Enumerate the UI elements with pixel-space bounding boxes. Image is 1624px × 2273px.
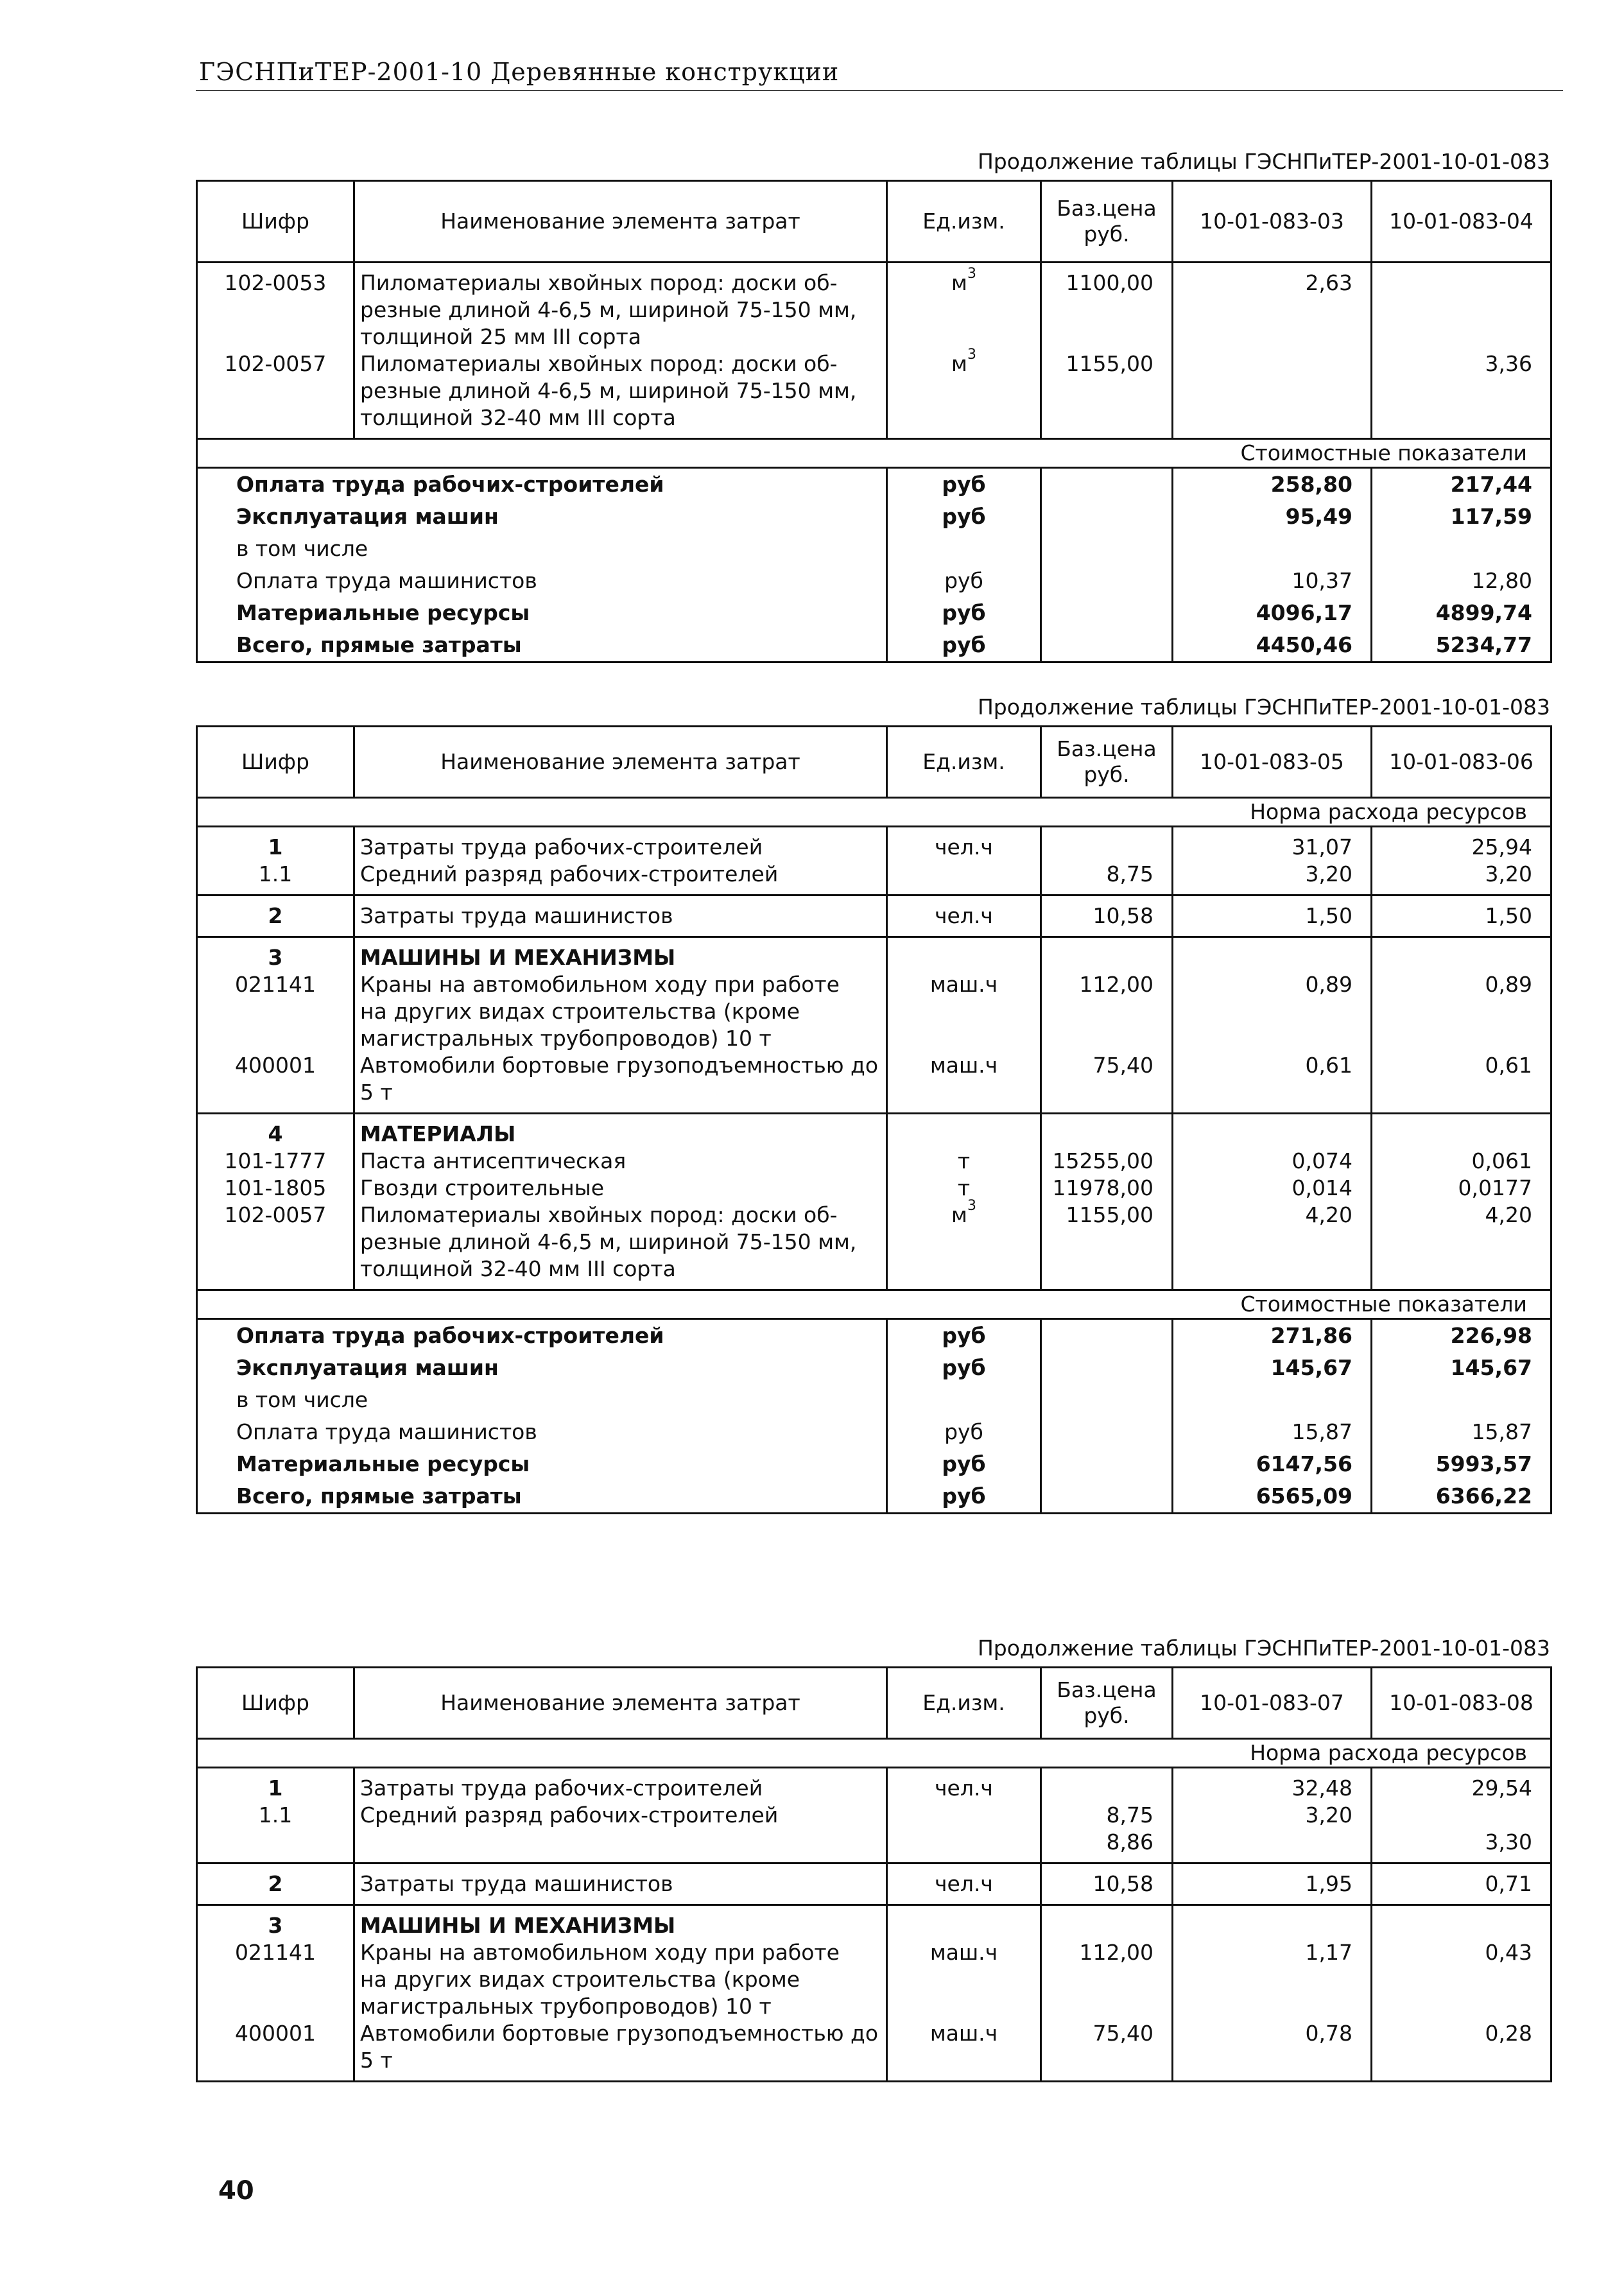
col-header-price: Баз.цена руб.	[1041, 727, 1173, 798]
section-caption-row	[197, 1739, 1551, 1768]
summary-label: в том числе	[197, 1384, 887, 1416]
summary-empty-cell	[1041, 1416, 1173, 1448]
summary-empty-cell	[1041, 565, 1173, 597]
summary-value-1: 258,80	[1173, 468, 1372, 501]
unit-text: маш.ч	[929, 2021, 998, 2046]
summary-label: Материальные ресурсы	[197, 1448, 887, 1480]
summary-value-2: 15,87	[1372, 1416, 1551, 1448]
row-code: 1.1	[197, 1802, 354, 1829]
summary-unit: руб	[887, 1480, 1041, 1514]
summary-empty-cell	[1041, 501, 1173, 533]
row-base-price	[1041, 1905, 1173, 1940]
table-row	[197, 1802, 1551, 1829]
summary-label: в том числе	[197, 533, 887, 565]
unit-text: м	[951, 1202, 967, 1227]
row-name: Краны на автомобильном ходу при работе на других видах строительства (кроме магистральных трубопроводов) 10 т	[354, 971, 887, 1052]
section-caption: Норма расхода ресурсов	[197, 1739, 1551, 1768]
table-row	[197, 971, 1551, 1052]
row-value-2	[1372, 1114, 1551, 1148]
row-value-1: 0,074	[1173, 1148, 1372, 1175]
row-base-price: 75,40	[1041, 1052, 1173, 1114]
row-value-1: 0,89	[1173, 971, 1372, 1052]
table-row	[197, 1148, 1551, 1175]
summary-row	[197, 1448, 1551, 1480]
unit-text: т	[957, 1175, 971, 1200]
row-value-2: 1,50	[1372, 895, 1551, 937]
table-row	[197, 827, 1551, 861]
row-name: Автомобили бортовые грузоподъемностью до 5 т	[354, 1052, 887, 1114]
row-name: Краны на автомобильном ходу при работе на других видах строительства (кроме магистральных трубопроводов) 10 т	[354, 1939, 887, 2020]
row-value-2: 3,30	[1372, 1829, 1551, 1863]
row-base-price: 15255,00	[1041, 1148, 1173, 1175]
row-value-1	[1173, 1114, 1372, 1148]
summary-unit	[887, 533, 1041, 565]
row-value-2	[1372, 1905, 1551, 1940]
summary-unit: руб	[887, 1352, 1041, 1384]
row-code: 101-1805	[197, 1175, 354, 1202]
table-row	[197, 1863, 1551, 1905]
summary-empty-cell	[1041, 1480, 1173, 1514]
page-number: 40	[218, 2176, 254, 2206]
summary-unit: руб	[887, 501, 1041, 533]
row-value-2: 3,20	[1372, 861, 1551, 895]
row-unit	[887, 1052, 1041, 1114]
table-header-row	[197, 1668, 1551, 1739]
unit-text: маш.ч	[929, 1940, 998, 1965]
row-name: Паста антисептическая	[354, 1148, 887, 1175]
row-code: 3	[197, 937, 354, 972]
summary-value-1: 95,49	[1173, 501, 1372, 533]
row-base-price: 8,75	[1041, 1802, 1173, 1829]
col-header-unit: Ед.изм.	[887, 1668, 1041, 1739]
summary-value-1: 145,67	[1173, 1352, 1372, 1384]
row-value-1: 31,07	[1173, 827, 1372, 861]
summary-value-2: 4899,74	[1372, 597, 1551, 629]
summary-row	[197, 1384, 1551, 1416]
col-header-name: Наименование элемента затрат	[354, 181, 887, 263]
row-name: Затраты труда машинистов	[354, 1863, 887, 1905]
row-base-price: 75,40	[1041, 2020, 1173, 2082]
row-code	[197, 1829, 354, 1863]
row-base-price: 1100,00	[1041, 263, 1173, 351]
table-caption: Продолжение таблицы ГЭСНПиТЕР-2001-10-01-083	[977, 149, 1550, 174]
unit-text: чел.ч	[935, 903, 993, 928]
row-unit	[887, 263, 1041, 351]
summary-value-1: 271,86	[1173, 1319, 1372, 1353]
summary-value-1: 6147,56	[1173, 1448, 1372, 1480]
row-code: 021141	[197, 1939, 354, 2020]
summary-label: Оплата труда машинистов	[197, 1416, 887, 1448]
table-header-row	[197, 727, 1551, 798]
row-base-price	[1041, 937, 1173, 972]
header-rule	[196, 90, 1563, 91]
summary-unit: руб	[887, 565, 1041, 597]
summary-value-2: 6366,22	[1372, 1480, 1551, 1514]
col-header-code: Шифр	[197, 727, 354, 798]
cost-table	[196, 1666, 1552, 2082]
row-name: Гвозди строительные	[354, 1175, 887, 1202]
unit-text: т	[957, 1148, 971, 1173]
table-caption: Продолжение таблицы ГЭСНПиТЕР-2001-10-01-083	[977, 695, 1550, 720]
summary-value-2: 12,80	[1372, 565, 1551, 597]
summary-caption-row	[197, 439, 1551, 468]
unit-superscript: 3	[967, 347, 976, 363]
row-value-1: 0,014	[1173, 1175, 1372, 1202]
summary-value-1: 4096,17	[1173, 597, 1372, 629]
summary-label: Оплата труда рабочих-строителей	[197, 1319, 887, 1353]
row-value-2	[1372, 263, 1551, 351]
row-code: 400001	[197, 1052, 354, 1114]
row-base-price: 10,58	[1041, 895, 1173, 937]
row-unit	[887, 827, 1041, 861]
col-header-unit: Ед.изм.	[887, 181, 1041, 263]
col-header-value-1: 10-01-083-07	[1173, 1668, 1372, 1739]
summary-empty-cell	[1041, 1319, 1173, 1353]
summary-label: Всего, прямые затраты	[197, 1480, 887, 1514]
col-header-value-2: 10-01-083-04	[1372, 181, 1551, 263]
summary-empty-cell	[1041, 468, 1173, 501]
row-unit	[887, 1863, 1041, 1905]
row-base-price: 8,75	[1041, 861, 1173, 895]
table-row	[197, 937, 1551, 972]
row-code: 2	[197, 1863, 354, 1905]
table-row	[197, 1202, 1551, 1290]
summary-row	[197, 1319, 1551, 1353]
table-row	[197, 1829, 1551, 1863]
summary-unit: руб	[887, 468, 1041, 501]
table-row	[197, 1939, 1551, 2020]
summary-unit: руб	[887, 629, 1041, 662]
summary-unit	[887, 1384, 1041, 1416]
summary-value-1: 4450,46	[1173, 629, 1372, 662]
summary-value-1	[1173, 1384, 1372, 1416]
summary-row	[197, 501, 1551, 533]
row-name: Автомобили бортовые грузоподъемностью до 5 т	[354, 2020, 887, 2082]
row-value-1	[1173, 350, 1372, 439]
row-code: 2	[197, 895, 354, 937]
summary-row	[197, 597, 1551, 629]
row-value-1: 32,48	[1173, 1768, 1372, 1802]
col-header-value-2: 10-01-083-08	[1372, 1668, 1551, 1739]
summary-row	[197, 565, 1551, 597]
row-code: 400001	[197, 2020, 354, 2082]
row-value-1: 2,63	[1173, 263, 1372, 351]
row-unit	[887, 861, 1041, 895]
unit-text: м	[951, 270, 967, 295]
summary-label: Эксплуатация машин	[197, 501, 887, 533]
col-header-code: Шифр	[197, 181, 354, 263]
row-unit	[887, 1829, 1041, 1863]
table-row	[197, 263, 1551, 351]
row-value-2: 0,061	[1372, 1148, 1551, 1175]
row-value-1	[1173, 937, 1372, 972]
summary-row	[197, 468, 1551, 501]
summary-row	[197, 1352, 1551, 1384]
summary-empty-cell	[1041, 533, 1173, 565]
summary-label: Оплата труда машинистов	[197, 565, 887, 597]
row-unit	[887, 1175, 1041, 1202]
row-value-1: 0,78	[1173, 2020, 1372, 2082]
col-header-price: Баз.цена руб.	[1041, 181, 1173, 263]
row-value-2: 4,20	[1372, 1202, 1551, 1290]
summary-value-2: 226,98	[1372, 1319, 1551, 1353]
table-row	[197, 2020, 1551, 2082]
row-value-2: 0,0177	[1372, 1175, 1551, 1202]
summary-label: Эксплуатация машин	[197, 1352, 887, 1384]
summary-unit: руб	[887, 1448, 1041, 1480]
summary-value-2: 145,67	[1372, 1352, 1551, 1384]
summary-value-1	[1173, 533, 1372, 565]
unit-text: чел.ч	[935, 1776, 993, 1801]
row-code: 102-0057	[197, 1202, 354, 1290]
row-base-price	[1041, 1768, 1173, 1802]
unit-text: чел.ч	[935, 834, 993, 860]
summary-row	[197, 1416, 1551, 1448]
row-value-2: 25,94	[1372, 827, 1551, 861]
row-value-1: 4,20	[1173, 1202, 1372, 1290]
section-caption: Норма расхода ресурсов	[197, 798, 1551, 827]
row-unit	[887, 1939, 1041, 2020]
row-base-price: 11978,00	[1041, 1175, 1173, 1202]
row-name: Средний разряд рабочих-строителей	[354, 861, 887, 895]
section-caption-row	[197, 798, 1551, 827]
unit-text: м	[951, 351, 967, 376]
row-code: 1	[197, 827, 354, 861]
row-code: 4	[197, 1114, 354, 1148]
summary-row	[197, 629, 1551, 662]
row-unit	[887, 2020, 1041, 2082]
row-value-1: 1,50	[1173, 895, 1372, 937]
row-name	[354, 1829, 887, 1863]
table-row	[197, 350, 1551, 439]
table-row	[197, 1175, 1551, 1202]
row-base-price: 112,00	[1041, 971, 1173, 1052]
col-header-name: Наименование элемента затрат	[354, 727, 887, 798]
unit-text: чел.ч	[935, 1871, 993, 1896]
row-unit	[887, 1905, 1041, 1940]
summary-label: Всего, прямые затраты	[197, 629, 887, 662]
row-value-1: 1,95	[1173, 1863, 1372, 1905]
unit-superscript: 3	[967, 1198, 976, 1214]
summary-value-1: 6565,09	[1173, 1480, 1372, 1514]
row-value-2: 0,28	[1372, 2020, 1551, 2082]
row-code: 1.1	[197, 861, 354, 895]
col-header-code: Шифр	[197, 1668, 354, 1739]
col-header-value-2: 10-01-083-06	[1372, 727, 1551, 798]
row-value-1: 3,20	[1173, 861, 1372, 895]
summary-unit: руб	[887, 1319, 1041, 1353]
summary-value-2: 5234,77	[1372, 629, 1551, 662]
row-value-1	[1173, 1905, 1372, 1940]
row-name: Средний разряд рабочих-строителей	[354, 1802, 887, 1829]
row-value-2	[1372, 1802, 1551, 1829]
summary-value-2	[1372, 533, 1551, 565]
summary-value-2	[1372, 1384, 1551, 1416]
unit-superscript: 3	[967, 266, 976, 282]
summary-empty-cell	[1041, 629, 1173, 662]
row-unit	[887, 1802, 1041, 1829]
summary-value-2: 217,44	[1372, 468, 1551, 501]
summary-value-1: 15,87	[1173, 1416, 1372, 1448]
row-base-price: 1155,00	[1041, 350, 1173, 439]
col-header-unit: Ед.изм.	[887, 727, 1041, 798]
row-name: Затраты труда машинистов	[354, 895, 887, 937]
summary-caption: Стоимостные показатели	[197, 439, 1551, 468]
summary-value-2: 5993,57	[1372, 1448, 1551, 1480]
row-value-2: 0,89	[1372, 971, 1551, 1052]
summary-row	[197, 533, 1551, 565]
unit-text: маш.ч	[929, 972, 998, 997]
row-base-price	[1041, 1114, 1173, 1148]
table-row	[197, 1768, 1551, 1802]
col-header-price: Баз.цена руб.	[1041, 1668, 1173, 1739]
summary-empty-cell	[1041, 597, 1173, 629]
row-name: МАШИНЫ И МЕХАНИЗМЫ	[354, 1905, 887, 1940]
table-row	[197, 1114, 1551, 1148]
table-header-row	[197, 181, 1551, 263]
row-unit	[887, 937, 1041, 972]
row-name: МАШИНЫ И МЕХАНИЗМЫ	[354, 937, 887, 972]
table-row	[197, 861, 1551, 895]
page-header-title: ГЭСНПиТЕР-2001-10 Деревянные конструкции	[199, 58, 840, 86]
row-value-2: 3,36	[1372, 350, 1551, 439]
table-row	[197, 1052, 1551, 1114]
summary-row	[197, 1480, 1551, 1514]
row-name: Пиломатериалы хвойных пород: доски об- резные длиной 4-6,5 м, шириной 75-150 мм, толщиной 32-40 мм III сорта	[354, 350, 887, 439]
row-name: Пиломатериалы хвойных пород: доски об- резные длиной 4-6,5 м, шириной 75-150 мм, толщиной 32-40 мм III сорта	[354, 1202, 887, 1290]
table-caption: Продолжение таблицы ГЭСНПиТЕР-2001-10-01-083	[977, 1636, 1550, 1661]
row-name: МАТЕРИАЛЫ	[354, 1114, 887, 1148]
row-name: Пиломатериалы хвойных пород: доски об- резные длиной 4-6,5 м, шириной 75-150 мм, толщиной 25 мм III сорта	[354, 263, 887, 351]
row-unit	[887, 1148, 1041, 1175]
row-base-price: 10,58	[1041, 1863, 1173, 1905]
row-unit	[887, 895, 1041, 937]
table-row	[197, 1905, 1551, 1940]
row-value-2: 29,54	[1372, 1768, 1551, 1802]
summary-label: Материальные ресурсы	[197, 597, 887, 629]
summary-empty-cell	[1041, 1384, 1173, 1416]
row-unit	[887, 1114, 1041, 1148]
summary-unit: руб	[887, 1416, 1041, 1448]
row-unit	[887, 1768, 1041, 1802]
summary-caption: Стоимостные показатели	[197, 1290, 1551, 1319]
row-code: 021141	[197, 971, 354, 1052]
row-name: Затраты труда рабочих-строителей	[354, 1768, 887, 1802]
row-code: 101-1777	[197, 1148, 354, 1175]
row-unit	[887, 347, 1041, 439]
cost-table	[196, 725, 1552, 1514]
row-value-1: 0,61	[1173, 1052, 1372, 1114]
summary-value-2: 117,59	[1372, 501, 1551, 533]
summary-caption-row	[197, 1290, 1551, 1319]
row-name: Затраты труда рабочих-строителей	[354, 827, 887, 861]
row-value-2	[1372, 937, 1551, 972]
row-unit	[887, 971, 1041, 1052]
col-header-value-1: 10-01-083-05	[1173, 727, 1372, 798]
row-code: 3	[197, 1905, 354, 1940]
row-base-price: 8,86	[1041, 1829, 1173, 1863]
row-value-1: 1,17	[1173, 1939, 1372, 2020]
row-code: 1	[197, 1768, 354, 1802]
row-value-2: 0,71	[1372, 1863, 1551, 1905]
summary-empty-cell	[1041, 1352, 1173, 1384]
summary-unit: руб	[887, 597, 1041, 629]
unit-text: маш.ч	[929, 1053, 998, 1078]
row-value-2: 0,61	[1372, 1052, 1551, 1114]
row-code: 102-0057	[197, 350, 354, 439]
summary-value-1: 10,37	[1173, 565, 1372, 597]
row-code: 102-0053	[197, 263, 354, 351]
row-base-price: 112,00	[1041, 1939, 1173, 2020]
cost-table	[196, 180, 1552, 663]
summary-empty-cell	[1041, 1448, 1173, 1480]
col-header-name: Наименование элемента затрат	[354, 1668, 887, 1739]
summary-label: Оплата труда рабочих-строителей	[197, 468, 887, 501]
row-unit	[887, 1198, 1041, 1290]
row-value-1: 3,20	[1173, 1802, 1372, 1829]
row-base-price: 1155,00	[1041, 1202, 1173, 1290]
row-base-price	[1041, 827, 1173, 861]
row-value-1	[1173, 1829, 1372, 1863]
col-header-value-1: 10-01-083-03	[1173, 181, 1372, 263]
table-row	[197, 895, 1551, 937]
row-value-2: 0,43	[1372, 1939, 1551, 2020]
